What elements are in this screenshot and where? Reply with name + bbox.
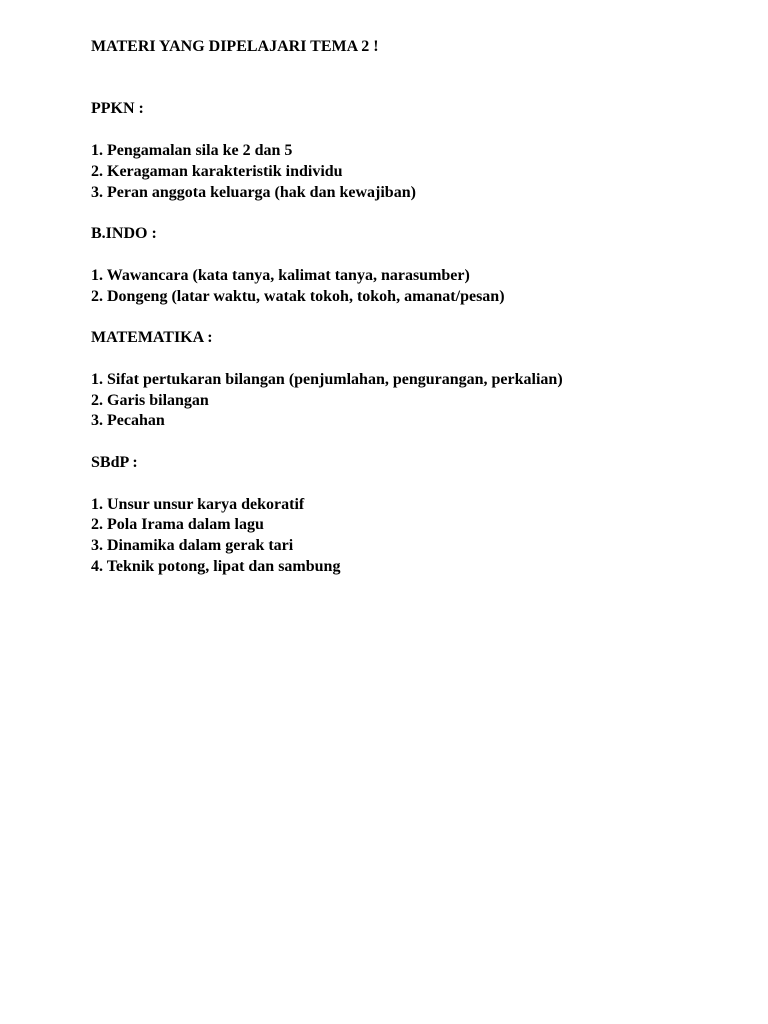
list-item: 4. Teknik potong, lipat dan sambung [91, 557, 341, 575]
list-item: 2. Garis bilangan [91, 391, 209, 409]
list-item: 1. Pengamalan sila ke 2 dan 5 [91, 141, 293, 159]
section-matematika [91, 328, 731, 432]
section-heading: SBdP : [91, 453, 138, 471]
list-item: 2. Keragaman karakteristik individu [91, 162, 343, 180]
list-item: 2. Dongeng (latar waktu, watak tokoh, tokoh, amanat/pesan) [91, 287, 505, 305]
list-item: 3. Pecahan [91, 412, 165, 430]
section-item-list [91, 495, 731, 578]
section-bindo [91, 224, 731, 307]
section-ppkn [91, 99, 731, 203]
section-heading: PPKN : [91, 100, 144, 118]
list-item: 3. Dinamika dalam gerak tari [91, 537, 294, 555]
document-title: MATERI YANG DIPELAJARI TEMA 2 ! [91, 38, 379, 55]
section-heading: MATEMATIKA : [91, 329, 213, 347]
section-item-list [91, 370, 731, 432]
section-sbdp [91, 453, 731, 578]
document-content [91, 37, 731, 578]
list-item: 1. Unsur unsur karya dekoratif [91, 495, 305, 513]
section-heading: B.INDO : [91, 225, 157, 243]
list-item: 1. Sifat pertukaran bilangan (penjumlahan, pengurangan, perkalian) [91, 370, 563, 388]
list-item: 1. Wawancara (kata tanya, kalimat tanya, narasumber) [91, 266, 470, 284]
section-item-list [91, 141, 731, 203]
list-item: 3. Peran anggota keluarga (hak dan kewajiban) [91, 183, 416, 201]
section-item-list [91, 266, 731, 308]
list-item: 2. Pola Irama dalam lagu [91, 516, 264, 534]
